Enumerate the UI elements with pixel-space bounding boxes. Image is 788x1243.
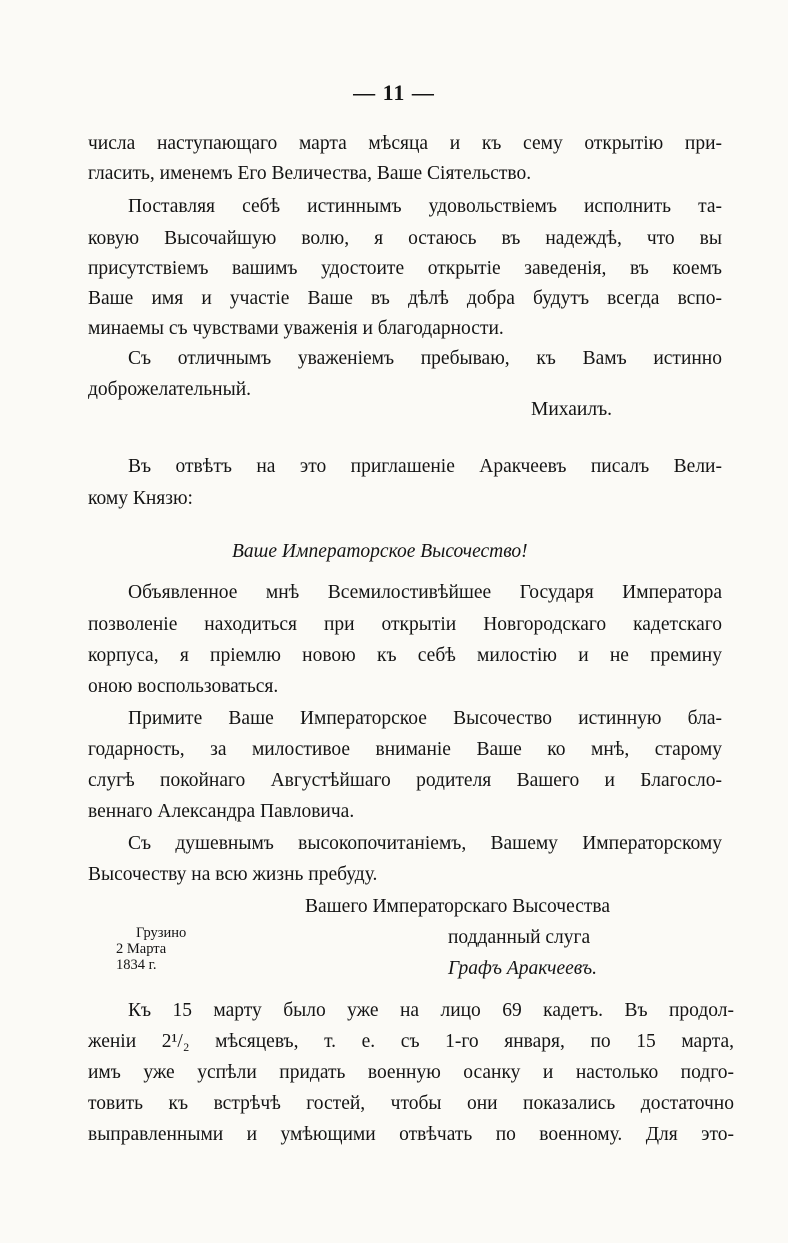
text-line: товить къ встрѣчѣ гостей, чтобы они показались достаточно (88, 1093, 734, 1114)
margin-note-date: 2 Марта (116, 941, 167, 957)
text-line: оною воспользоваться. (88, 676, 279, 697)
text-line: годарность, за милостивое вниманіе Ваше ко мнѣ, старому (88, 739, 722, 760)
text-line: гласить, именемъ Его Величества, Ваше Сіятельство. (88, 163, 532, 184)
text-line: Высочеству на всю жизнь пребуду. (88, 864, 378, 885)
signature-arakcheev: Графъ Аракчеевъ. (448, 958, 597, 979)
text-line: слугѣ покойнаго Августѣйшаго родителя Вашего и Благосло- (88, 770, 722, 791)
text-line: веннаго Александра Павловича. (88, 801, 355, 822)
text-line: позволеніе находиться при открытіи Новгородскаго кадетскаго (88, 614, 722, 635)
margin-note-place: Грузино (136, 925, 187, 941)
text-line: числа наступающаго марта мѣсяца и къ сему открытію при- (88, 133, 722, 154)
text-line: Съ душевнымъ высокопочитаніемъ, Вашему Императорскому (128, 833, 722, 854)
margin-note-year: 1834 г. (116, 957, 157, 973)
text-line: доброжелательный. (88, 379, 252, 400)
text-line: имъ уже успѣли придать военную осанку и настолько подго- (88, 1062, 734, 1083)
text-line: корпуса, я пріемлю новою къ себѣ милостію и не премину (88, 645, 722, 666)
closing-line: Вашего Императорскаго Высочества (305, 896, 611, 917)
text-line: Примите Ваше Императорское Высочество истинную бла- (128, 708, 722, 729)
text-line: Въ отвѣтъ на это приглашеніе Аракчеевъ писалъ Вели- (128, 456, 722, 477)
salutation: Ваше Императорское Высочество! (232, 541, 528, 562)
text-line: Ваше имя и участіе Ваше въ дѣлѣ добра будутъ всегда вспо- (88, 288, 722, 309)
text-line: Къ 15 марту было уже на лицо 69 кадетъ. Въ продол- (128, 1000, 734, 1021)
text-line: минаемы съ чувствами уваженія и благодарности. (88, 318, 504, 339)
text-line: Поставляя себѣ истиннымъ удовольствіемъ исполнить та- (128, 196, 722, 217)
signature-mikhail: Михаилъ. (531, 399, 613, 420)
text-line: выправленными и умѣющими отвѣчать по военному. Для это- (88, 1124, 734, 1145)
text-line: кому Князю: (88, 488, 193, 509)
text-line: Объявленное мнѣ Всемилостивѣйшее Государя Императора (128, 582, 722, 603)
page-number-header: — 11 — (353, 80, 435, 105)
text-line: Съ отличнымъ уваженіемъ пребываю, къ Вамъ истинно (128, 348, 722, 369)
text-line: присутствіемъ вашимъ удостоите открытіе заведенія, въ коемъ (88, 258, 722, 279)
text-line: ковую Высочайшую волю, я остаюсь въ надеждѣ, что вы (88, 228, 722, 249)
text-line: женіи 2¹/₂ мѣсяцевъ, т. е. съ 1-го января, по 15 марта, (88, 1031, 734, 1052)
closing-line: подданный слуга (448, 927, 591, 948)
